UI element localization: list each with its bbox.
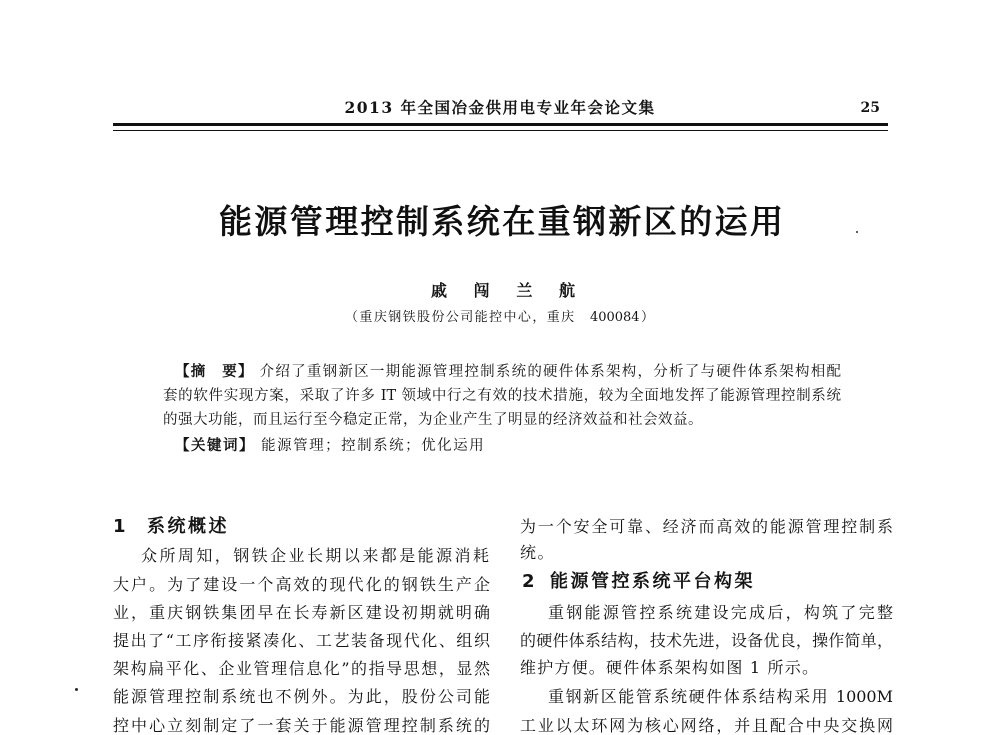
- section-2-heading: 能源管控系统平台构架: [550, 571, 755, 592]
- header-rule-thin: [113, 130, 888, 131]
- left-column-line-6: 能源管理控制系统也不例外。为此，股份公司能: [113, 687, 490, 706]
- header-rule-thick: [113, 123, 888, 126]
- article-title: 能源管理控制系统在重钢新区的运用: [219, 202, 783, 241]
- scan-speck: [75, 688, 78, 691]
- right-column-line-4: 的硬件体系结构，技术先进，设备优良，操作简单，: [520, 631, 893, 650]
- left-column-line-1: 众所周知，钢铁企业长期以来都是能源消耗: [141, 546, 489, 565]
- keywords-text: 能源管理；控制系统；优化运用: [261, 438, 486, 454]
- left-column-line-3: 业，重庆钢铁集团早在长寿新区建设初期就明确: [113, 603, 490, 622]
- keywords-label: 【关键词】: [175, 437, 255, 454]
- left-column-line-2: 大户。为了建设一个高效的现代化的钢铁生产企: [113, 575, 490, 594]
- page-number: 25: [860, 100, 880, 116]
- abstract-label: 【摘 要】: [175, 363, 254, 380]
- left-column-line-7: 控中心立刻制定了一套关于能源管理控制系统的: [113, 717, 490, 735]
- left-column-line-4: 提出了“工序衔接紧凑化、工艺装备现代化、组织: [113, 631, 490, 650]
- section-2-number: 2: [522, 571, 535, 592]
- section-1-number: 1: [113, 516, 126, 537]
- abstract-line-1: [175, 362, 841, 382]
- scan-speck: [856, 231, 858, 233]
- right-column-line-2: 统。: [520, 543, 556, 562]
- abstract-line-3: 的强大功能，而且运行至今稳定正常，为企业产生了明显的经济效益和社会效益。: [163, 412, 703, 428]
- right-column-line-1: 为一个安全可靠、经济而高效的能源管理控制系: [520, 517, 893, 536]
- right-column-line-5: 维护方便。硬件体系架构如图 1 所示。: [520, 658, 820, 677]
- right-column-line-3: 重钢能源管控系统建设完成后，构筑了完整: [548, 603, 893, 622]
- left-column-line-5: 架构扁平化、企业管理信息化”的指导思想，显然: [113, 659, 490, 678]
- keywords-line: [175, 436, 515, 456]
- running-header-title: 2013 年全国冶金供用电专业年会论文集: [344, 98, 656, 117]
- abstract-text-1: 介绍了重钢新区一期能源管理控制系统的硬件体系架构，分析了与硬件体系架构相配: [259, 364, 841, 380]
- section-1-heading: 系统概述: [147, 516, 229, 537]
- article-authors: 戚 闯 兰 航: [431, 281, 575, 300]
- abstract-line-2: 套的软件实现方案，采取了许多 IT 领域中行之有效的技术措施，较为全面地发挥了能源管理控制系统: [163, 388, 841, 404]
- right-column-line-6: 重钢新区能管系统硬件体系结构采用 1000M: [548, 687, 893, 706]
- right-column-line-7: 工业以太环网为核心网络，并且配合中央交换网: [520, 717, 893, 735]
- article-affiliation: （重庆钢铁股份公司能控中心，重庆 400084）: [345, 310, 654, 325]
